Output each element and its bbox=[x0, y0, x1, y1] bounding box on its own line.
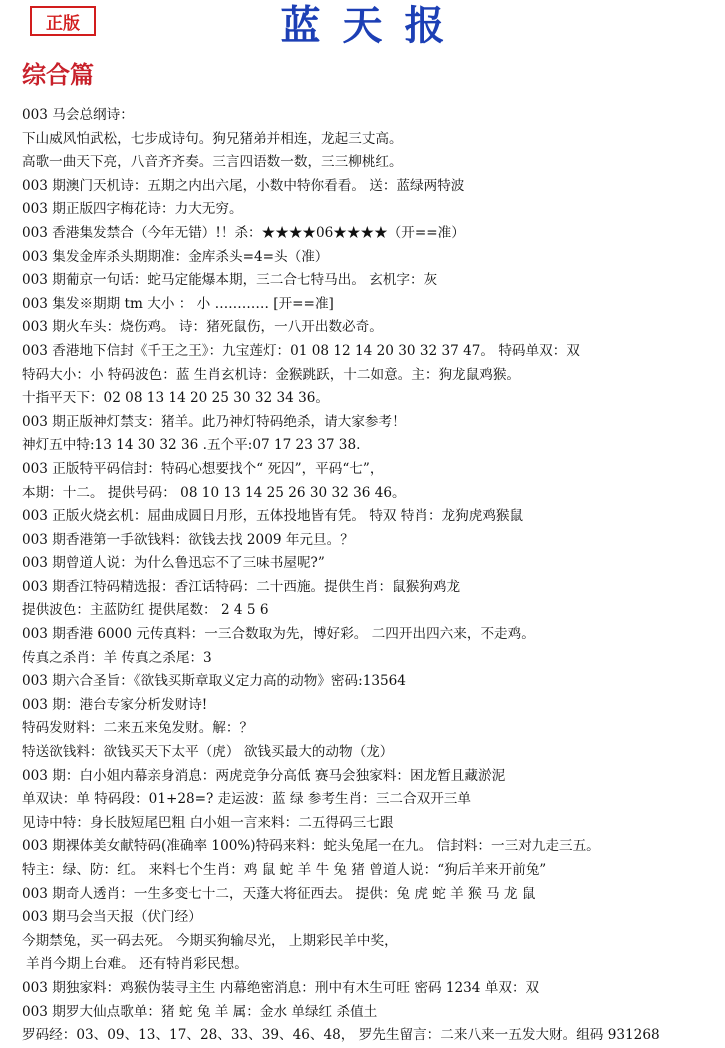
text-line: 003 期裸体美女献特码(准确率 100%)特码来料：蛇头兔尾一在九。 信封料：一三对九走三五。 bbox=[22, 838, 600, 855]
text-line: 本期：十二。 提供号码： 08 10 13 14 25 26 30 32 36 46。 bbox=[22, 484, 406, 501]
content-body bbox=[22, 104, 715, 1048]
text-line: 003 期葡京一句话：蛇马定能爆本期，三二合七特马出。 玄机字：灰 bbox=[22, 272, 438, 289]
text-line: 003 正版特平码信封：特码心想要找个“ 死囚”，平码“七”， bbox=[22, 460, 384, 477]
text-line: 003 期香港第一手欲钱料：欲钱去找 2009 年元旦。？ bbox=[22, 531, 354, 548]
text-line: 003 集发金库杀头期期准：金库杀头=4=头（准） bbox=[22, 248, 329, 265]
text-line: 神灯五中特:13 14 30 32 36 .五个平:07 17 23 37 38. bbox=[22, 437, 361, 454]
text-line: 特码发财料：二来五来兔发财。解：？ bbox=[22, 720, 254, 737]
text-line: 003 期奇人透肖：一生多变七十二，天蓬大将征西去。 提供：兔 虎 蛇 羊 猴 马 龙 鼠 bbox=[22, 885, 536, 902]
text-line: 003 期马会当天报（伏门经） bbox=[22, 909, 202, 926]
text-line: 003 期香江特码精选报：香江话特码：二十西施。提供生肖：鼠猴狗鸡龙 bbox=[22, 578, 461, 595]
section-title: 综合篇 bbox=[22, 61, 94, 89]
text-line: 提供波色：主蓝防红 提供尾数： 2 4 5 6 bbox=[22, 602, 269, 619]
text-line: 003 期独家料：鸡猴伪装寻主生 内幕绝密消息：刑中有木生可旺 密码 1234 单双：双 bbox=[22, 979, 540, 996]
text-line: 003 马会总纲诗： bbox=[22, 107, 134, 123]
text-line: 003 香港集发禁合（今年无错）!！杀：★★★★06★★★★（开==准） bbox=[22, 224, 465, 241]
text-line: 高歌一曲天下亮，八音齐齐奏。三言四语数一数，三三柳桃红。 bbox=[22, 154, 403, 171]
text-line: 003 集发※期期 tm 大小 ： 小 ………… [开==准] bbox=[22, 295, 334, 312]
text-line: 003 期六合圣旨：《欲钱买斯章取义定力高的动物》密码:13564 bbox=[22, 673, 406, 690]
text-line: 羊肖今期上台难。 还有特肖彩民想。 bbox=[26, 956, 248, 973]
text-line: 003 期罗大仙点歌单：猪 蛇 兔 羊 属：金水 单绿红 杀值土 bbox=[22, 1003, 378, 1020]
text-line: 特码大小：小 特码波色：蓝 生肖玄机诗：金猴跳跃，十二如意。主：狗龙鼠鸡猴。 bbox=[22, 366, 521, 383]
text-line: 003 期正版四字梅花诗：力大无穷。 bbox=[22, 201, 243, 218]
page-title: 蓝天报 bbox=[280, 2, 467, 49]
text-line: 下山威风怕武松，七步成诗句。狗兄猪弟并相连，龙起三丈高。 bbox=[22, 130, 403, 147]
text-line: 十指平天下：02 08 13 14 20 25 30 32 34 36。 bbox=[22, 390, 330, 407]
text-line: 003 香港地下信封《千王之王》：九宝莲灯：01 08 12 14 20 30 32 37 47。 特码单双：双 bbox=[22, 342, 580, 359]
text-line: 003 期澳门天机诗：五期之内出六尾，小数中特你看看。 送：蓝绿两特波 bbox=[22, 177, 465, 194]
text-line: 罗码经：03、09、13、17、28、33、39、46、48， 罗先生留言：二来八来一五发大财。组码 931268 bbox=[22, 1027, 660, 1044]
text-line: 传真之杀肖：羊 传真之杀尾：3 bbox=[22, 649, 212, 666]
text-line: 003 期：白小姐内幕亲身消息：两虎竞争分高低 赛马会独家料：困龙暂且藏淤泥 bbox=[22, 767, 506, 784]
edition-stamp: 正版 bbox=[30, 6, 96, 36]
text-line: 003 期曾道人说：为什么鲁迅忘不了三味书屋呢?” bbox=[22, 555, 325, 572]
text-line: 特主：绿、防：红。 来料七个生肖：鸡 鼠 蛇 羊 牛 兔 猪 曾道人说：“狗后羊来开前兔” bbox=[22, 862, 547, 878]
text-line: 单双诀：单 特码段：01+28=? 走运波：蓝 绿 参考生肖：三二合双开三单 bbox=[22, 791, 471, 808]
text-line: 今期禁兔，买一码去死。 今期买狗输尽光， 上期彩民羊中奖， bbox=[22, 932, 398, 949]
text-line: 003 期：港台专家分析发财诗! bbox=[22, 696, 208, 713]
text-line: 003 期正版神灯禁支：猪羊。此乃神灯特码绝杀，请大家参考！ bbox=[22, 413, 406, 430]
text-line: 003 期火车头：烧伤鸡。 诗：猪死鼠伤，一八开出数必奇。 bbox=[22, 319, 383, 336]
text-line: 003 期香港 6000 元传真料：一三合数取为先，博好彩。 二四开出四六来，不走鸡。 bbox=[22, 626, 535, 643]
text-line: 特送欲钱料：欲钱买天下太平（虎） 欲钱买最大的动物（龙） bbox=[22, 744, 394, 761]
text-line: 003 正版火烧玄机：屈曲成圆日月形，五体投地皆有凭。 特双 特肖：龙狗虎鸡猴鼠 bbox=[22, 508, 524, 525]
text-line: 见诗中特：身长肢短尾巴粗 白小姐一言来料：二五得码三七跟 bbox=[22, 814, 394, 831]
